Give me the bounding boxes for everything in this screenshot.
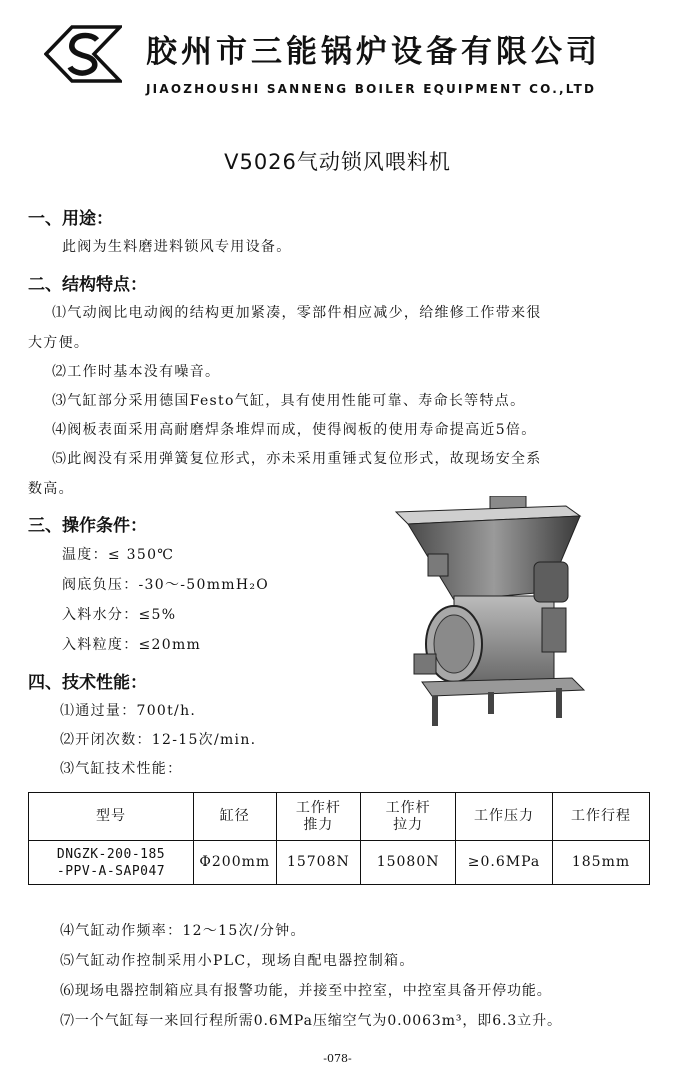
feature-5-line-1: ⑸此阀没有采用弹簧复位形式，亦未采用重锤式复位形式，故现场安全系	[52, 451, 542, 467]
cell-bore: Φ200mm	[194, 841, 277, 885]
feature-1-line-1: ⑴气动阀比电动阀的结构更加紧凑，零部件相应减少，给维修工作带来很	[52, 305, 542, 321]
cell-pull-force: 15080N	[361, 841, 456, 885]
performance-cycles: ⑵开闭次数：12-15次/min.	[60, 732, 257, 748]
performance-cylinder: ⑶气缸技术性能：	[60, 761, 183, 777]
page-title: V5026气动锁风喂料机	[224, 150, 451, 174]
cell-model: DNGZK-200-185 -PPV-A-SAP047	[29, 841, 194, 885]
header-pull-force: 工作杆 拉力	[361, 793, 456, 841]
header-push-force: 工作杆 推力	[276, 793, 361, 841]
page-number: -078-	[323, 1052, 352, 1065]
purpose-text: 此阀为生料磨进料锁风专用设备。	[62, 239, 292, 255]
performance-throughput: ⑴通过量：700t/h.	[60, 703, 197, 719]
cell-working-pressure: ≥0.6MPa	[456, 841, 553, 885]
header-bore: 缸径	[194, 793, 277, 841]
condition-temperature: 温度：≤ 350℃	[62, 547, 175, 563]
condition-granularity: 入料粒度：≤20mm	[62, 637, 202, 653]
company-logo-mark-icon	[44, 24, 122, 84]
feature-2: ⑵工作时基本没有噪音。	[52, 364, 221, 380]
table-row	[29, 841, 650, 885]
cylinder-spec-table	[28, 792, 650, 885]
performance-frequency: ⑷气缸动作频率：12～15次/分钟。	[60, 923, 306, 939]
section-heading-purpose: 一、用途：	[28, 209, 113, 229]
section-heading-performance: 四、技术性能：	[28, 673, 147, 693]
feature-5-line-2: 数高。	[28, 481, 74, 497]
section-heading-features: 二、结构特点：	[28, 275, 147, 295]
performance-alarm: ⑹现场电器控制箱应具有报警功能，并接至中控室，中控室具备开停功能。	[60, 983, 552, 999]
feature-4: ⑷阀板表面采用高耐磨焊条堆焊而成，使得阀板的使用寿命提高近5倍。	[52, 422, 537, 438]
table-header-row	[29, 793, 650, 841]
airlock-feeder-photo	[388, 496, 588, 736]
performance-control: ⑸气缸动作控制采用小PLC，现场自配电器控制箱。	[60, 953, 415, 969]
condition-moisture: 入料水分：≤5%	[62, 607, 177, 623]
cell-stroke: 185mm	[552, 841, 649, 885]
performance-air-consumption: ⑺一个气缸每一来回行程所需0.6MPa压缩空气为0.0063m³，即6.3立升。	[60, 1013, 562, 1029]
header-working-pressure: 工作压力	[456, 793, 553, 841]
company-name-en: JIAOZHOUSHI SANNENG BOILER EQUIPMENT CO.,LTD	[146, 82, 597, 96]
cell-push-force: 15708N	[276, 841, 361, 885]
header-model: 型号	[29, 793, 194, 841]
condition-pressure: 阀底负压：-30～-50mmH₂O	[62, 577, 270, 593]
feature-3: ⑶气缸部分采用德国Festo气缸，具有使用性能可靠、寿命长等特点。	[52, 393, 526, 409]
company-name-cn: 胶州市三能锅炉设备有限公司	[146, 34, 601, 70]
feature-1-line-2: 大方便。	[28, 335, 90, 351]
section-heading-conditions: 三、操作条件：	[28, 516, 147, 536]
header-stroke: 工作行程	[552, 793, 649, 841]
